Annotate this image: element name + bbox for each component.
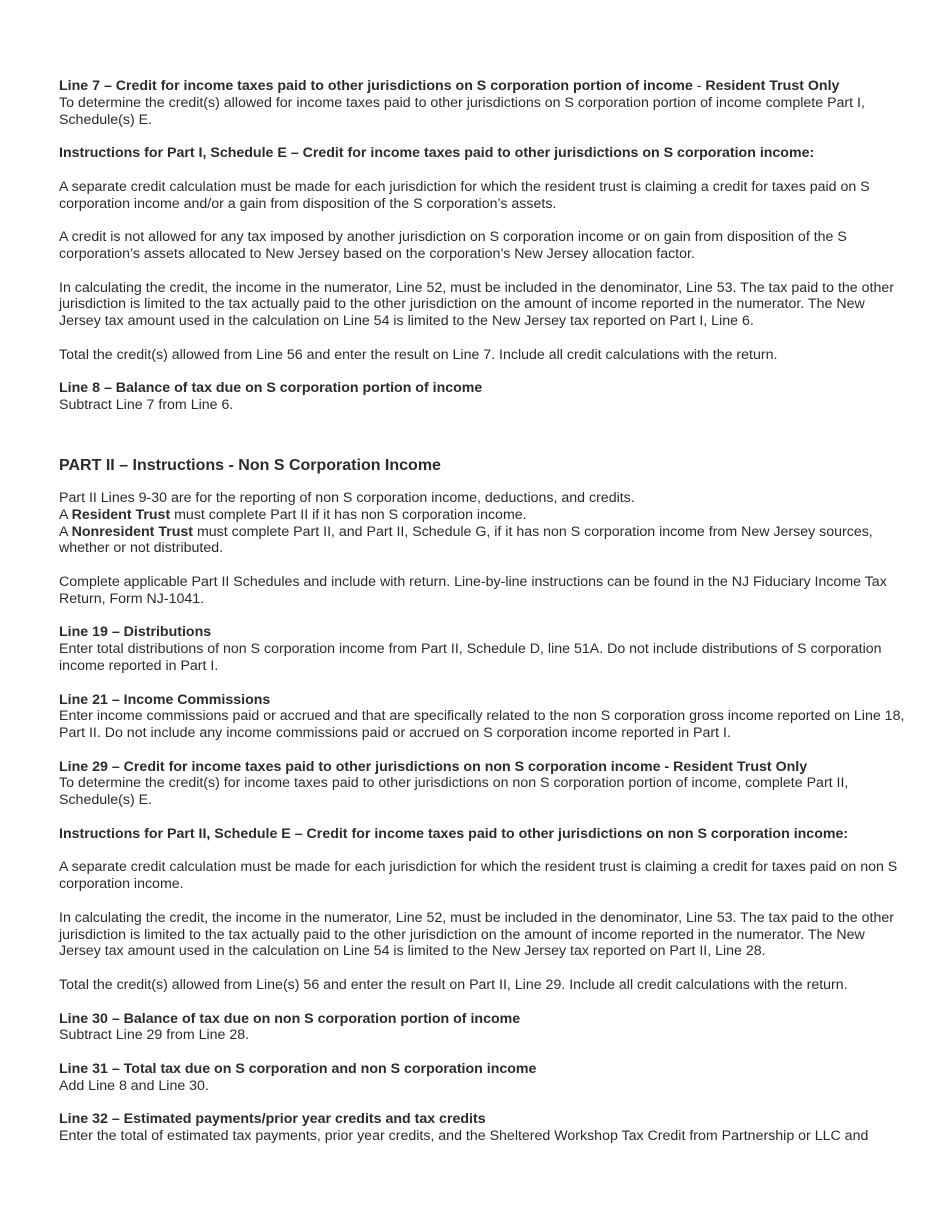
line-30-heading: Line 30 – Balance of tax due on non S corporation portion of income (59, 1010, 521, 1027)
part-2-intro-line-3 (59, 524, 909, 558)
line-29-text: To determine the credit(s) for income taxes paid to other jurisdictions on non S corporation portion of income, complete Part II, Schedule(s) E. (59, 775, 849, 809)
resident-trust-term: Resident Trust (71, 506, 171, 523)
line-7-section (59, 78, 909, 128)
line-7-heading-suffix: Resident Trust Only (705, 78, 840, 94)
intro-2-prefix: A (59, 506, 72, 523)
line-7-heading-separator: - (692, 78, 706, 94)
line-7-text: To determine the credit(s) allowed for income taxes paid to other jurisdictions on S corporation portion of income complete Part I, Schedule(s) E. (59, 94, 865, 128)
line-31-section (59, 1061, 909, 1095)
line-32-section (59, 1111, 909, 1145)
part-2-intro-line-1: Part II Lines 9-30 are for the reporting of non S corporation income, deductions, and credits. (59, 489, 635, 506)
part-2-intro (59, 490, 909, 557)
line-21-text: Enter income commissions paid or accrued and that are specifically related to the non S corporation gross income reported on Line 18, Part II. Do not include any income commissions paid or accrued on S corporation income reported in Part I. (59, 708, 905, 742)
part1-schedule-e-para-2: A credit is not allowed for any tax imposed by another jurisdiction on S corporation income or on gain from disposition of the S corporation’s assets allocated to New Jersey based on the corporation’s New Jersey allocation factor. (59, 229, 847, 262)
line-29-heading: Line 29 – Credit for income taxes paid to other jurisdictions on non S corporation income - Resident Trust Only (59, 758, 808, 775)
line-7-heading-text: Line 7 – Credit for income taxes paid to other jurisdictions on S corporation portion of income (59, 78, 693, 94)
part1-schedule-e-para-4: Total the credit(s) allowed from Line 56 and enter the result on Line 7. Include all credit calculations with the return. (59, 346, 778, 363)
line-8-section (59, 380, 909, 414)
line-8-text: Subtract Line 7 from Line 6. (59, 397, 234, 414)
line-19-heading: Line 19 – Distributions (59, 624, 212, 641)
line-8-heading: Line 8 – Balance of tax due on S corporation portion of income (59, 380, 483, 397)
intro-3-prefix: A (59, 523, 72, 540)
line-19-section (59, 624, 909, 674)
part-2-intro-line-2 (59, 507, 909, 524)
line-31-text: Add Line 8 and Line 30. (59, 1077, 209, 1094)
part2-schedule-e-para-1: A separate credit calculation must be made for each jurisdiction for which the resident trust is claiming a credit for taxes paid on non S corporation income. (59, 859, 898, 893)
part2-schedule-e-para-2: In calculating the credit, the income in the numerator, Line 52, must be included in the denominator, Line 53. The tax paid to the other jurisdiction is limited to the tax actually paid to the other jurisdiction on the amount of income reported in the numerator. The New Jersey tax amount used in the calculation on Line 54 is limited to the New Jersey tax reported on Part II, Line 28. (59, 909, 894, 960)
line-30-text: Subtract Line 29 from Line 28. (59, 1027, 250, 1044)
part2-schedule-e-para-3: Total the credit(s) allowed from Line(s) 56 and enter the result on Part II, Line 29. Include all credit calculations with the return. (59, 977, 848, 994)
part2-schedule-e-heading: Instructions for Part II, Schedule E – Credit for income taxes paid to other jurisdictions on non S corporation income: (59, 825, 849, 842)
instructions-document (59, 78, 909, 1162)
line-31-heading: Line 31 – Total tax due on S corporation and non S corporation income (59, 1061, 537, 1078)
part1-schedule-e-para-3: In calculating the credit, the income in the numerator, Line 52, must be included in the denominator, Line 53. The tax paid to the other jurisdiction is limited to the tax actually paid to the other jurisdiction on the amount of income reported in the numerator. The New Jersey tax amount used in the calculation on Line 54 is limited to the New Jersey tax reported on Part I, Line 6. (59, 279, 894, 330)
line-32-heading: Line 32 – Estimated payments/prior year credits and tax credits (59, 1111, 486, 1128)
line-21-heading: Line 21 – Income Commissions (59, 691, 271, 708)
line-32-text: Enter the total of estimated tax payments, prior year credits, and the Sheltered Workshop Tax Credit from Partnership or LLC and (59, 1128, 869, 1145)
part-2-intro-line-4: Complete applicable Part II Schedules and include with return. Line-by-line instructions can be found in the NJ Fiduciary Income Tax Return, Form NJ-1041. (59, 573, 887, 607)
line-7-heading (59, 78, 909, 95)
intro-3-rest: must complete Part II, and Part II, Schedule G, if it has non S corporation income from New Jersey sources, whether or not distributed. (59, 523, 873, 557)
part1-schedule-e-para-1: A separate credit calculation must be made for each jurisdiction for which the resident trust is claiming a credit for taxes paid on S corporation income and/or a gain from disposition of the S corporation’s assets. (59, 178, 870, 212)
part1-schedule-e-heading: Instructions for Part I, Schedule E – Credit for income taxes paid to other jurisdictions on S corporation income: (59, 145, 815, 162)
nonresident-trust-term: Nonresident Trust (71, 523, 194, 540)
intro-2-rest: must complete Part II if it has non S corporation income. (170, 506, 527, 523)
line-29-section (59, 759, 909, 809)
part-2-title: PART II – Instructions - Non S Corporation Income (59, 456, 441, 474)
line-30-section (59, 1011, 909, 1045)
line-21-section (59, 692, 909, 742)
line-19-text: Enter total distributions of non S corporation income from Part II, Schedule D, line 51A. Do not include distributions of S corporation income reported in Part I. (59, 641, 882, 674)
